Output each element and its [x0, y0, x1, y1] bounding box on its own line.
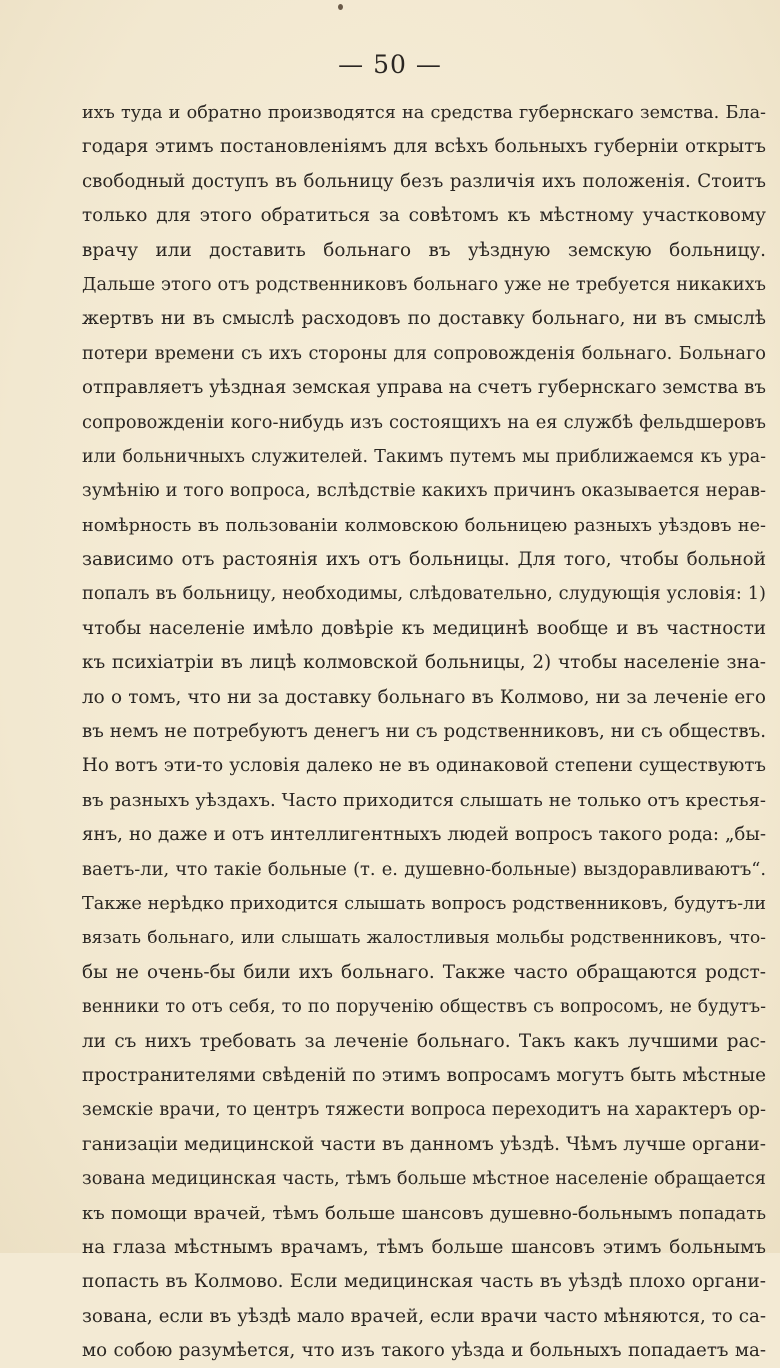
text-line: чтобы населеніе имѣло довѣріе къ медицинѣ вообще и въ частности: [82, 617, 766, 639]
text-line: янъ, но даже и отъ интеллигентныхъ людей вопросъ такого рода: „бы-: [82, 824, 766, 846]
text-line: на глаза мѣстнымъ врачамъ, тѣмъ больше шансовъ этимъ больнымъ: [82, 1236, 766, 1258]
text-line: зависимо отъ растоянія ихъ отъ больницы. Для того, чтобы больной: [82, 549, 766, 571]
text-line: отправляетъ уѣздная земская управа на счетъ губернскаго земства въ: [82, 377, 766, 399]
text-line: попалъ въ больницу, необходимы, слѣдовательно, слудующія условія: 1): [82, 583, 766, 605]
text-line: номѣрность въ пользованіи колмовскою больницею разныхъ уѣздовъ не-: [82, 515, 766, 536]
text-line: зована медицинская часть, тѣмъ больше мѣстное населеніе обращается: [82, 1168, 766, 1190]
body-text: [82, 96, 766, 1368]
text-line: ли съ нихъ требовать за леченіе больнаго. Такъ какъ лучшими рас-: [82, 1030, 766, 1052]
text-line: потери времени съ ихъ стороны для сопровожденія больнаго. Больнаго: [82, 342, 766, 364]
text-line: свободный доступъ въ больницу безъ различія ихъ положенія. Стоитъ: [82, 170, 766, 192]
text-line: только для этого обратиться за совѣтомъ къ мѣстному участковому: [82, 205, 766, 227]
text-line: ихъ туда и обратно производятся на средства губернскаго земства. Бла-: [82, 103, 766, 123]
text-line: ваетъ-ли, что такіе больные (т. е. душевно-больные) выздоравливаютъ“.: [82, 858, 766, 880]
text-line: зумѣнію и того вопроса, вслѣдствіе какихъ причинъ оказывается нерав-: [82, 480, 766, 502]
text-line: въ разныхъ уѣздахъ. Часто приходится слышать не только отъ крестья-: [82, 789, 766, 811]
text-line: ганизаціи медицинской части въ данномъ уѣздѣ. Чѣмъ лучше органи-: [82, 1133, 766, 1155]
text-line: попасть въ Колмово. Если медицинская часть въ уѣздѣ плохо органи-: [82, 1271, 766, 1293]
text-line: венники то отъ себя, то по порученію обществъ съ вопросомъ, не будутъ-: [82, 997, 766, 1018]
text-line: къ помощи врачей, тѣмъ больше шансовъ душевно-больнымъ попадать: [82, 1202, 766, 1224]
text-line: Но вотъ эти-то условія далеко не въ одинаковой степени существуютъ: [82, 755, 766, 777]
text-line: зована, если въ уѣздѣ мало врачей, если врачи часто мѣняются, то са-: [82, 1305, 766, 1327]
text-line: мо собою разумѣется, что изъ такого уѣзда и больныхъ попадаетъ ма-: [82, 1340, 766, 1362]
page-number: — 50 —: [338, 50, 442, 79]
text-line: земскіе врачи, то центръ тяжести вопроса переходитъ на характеръ ор-: [82, 1099, 766, 1121]
text-line: вязать больнаго, или слышать жалостливыя мольбы родственниковъ, что-: [82, 928, 766, 949]
text-line: пространителями свѣденій по этимъ вопросамъ могутъ быть мѣстные: [82, 1064, 766, 1086]
text-line: къ психіатріи въ лицѣ колмовской больницы, 2) чтобы населеніе зна-: [82, 652, 766, 674]
text-line: Также нерѣдко приходится слышать вопросъ родственниковъ, будутъ-ли: [82, 893, 766, 914]
text-line: врачу или доставить больнаго въ уѣздную земскую больницу.: [82, 239, 766, 261]
ink-dot: [338, 4, 343, 10]
text-line: жертвъ ни въ смыслѣ расходовъ по доставку больнаго, ни въ смыслѣ: [82, 308, 766, 330]
text-line: Дальше этого отъ родственниковъ больнаго уже не требуется никакихъ: [82, 273, 766, 295]
text-line: сопровожденіи кого-нибудь изъ состоящихъ на ея службѣ фельдшеровъ: [82, 411, 766, 433]
text-line: годаря этимъ постановленіямъ для всѣхъ больныхъ губерніи открытъ: [82, 136, 766, 158]
text-line: въ немъ не потребуютъ денегъ ни съ родственниковъ, ни съ обществъ.: [82, 721, 766, 743]
text-line: ло о томъ, что ни за доставку больнаго въ Колмово, ни за леченіе его: [82, 686, 766, 708]
text-line: или больничныхъ служителей. Такимъ путемъ мы приближаемся къ ура-: [82, 446, 766, 467]
text-line: бы не очень-бы били ихъ больнаго. Также часто обращаются родст-: [82, 961, 766, 983]
